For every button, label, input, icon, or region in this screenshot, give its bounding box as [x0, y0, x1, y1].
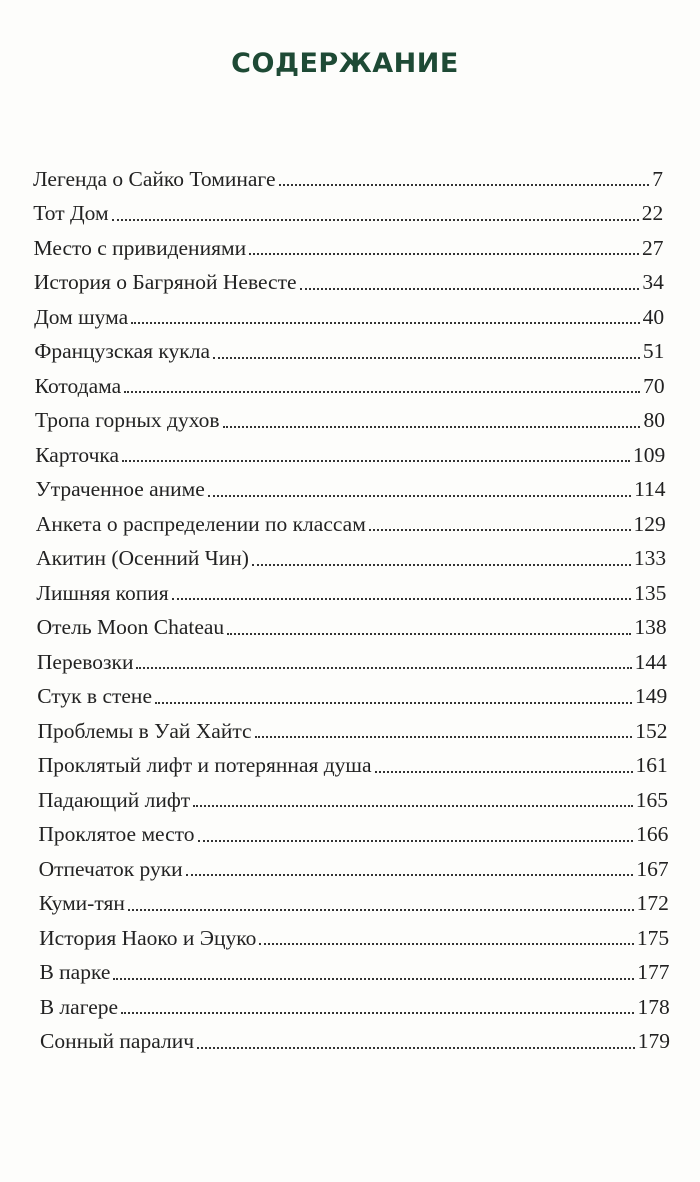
toc-entry-title: Сонный паралич: [40, 1029, 195, 1053]
dot-leader: [172, 598, 631, 600]
dot-leader: [113, 978, 634, 980]
dot-leader: [255, 736, 633, 738]
toc-entry-title: Место с привидениями: [33, 235, 247, 260]
dot-leader: [300, 288, 640, 290]
toc-entry: [34, 333, 664, 363]
toc-entry: [37, 643, 667, 673]
dot-leader: [208, 495, 631, 497]
toc-entry: [35, 402, 665, 432]
toc-entry-page-number: 179: [637, 1029, 670, 1053]
toc-entry-page-number: 138: [634, 615, 667, 639]
toc-entry: [38, 747, 668, 777]
toc-entry: [39, 885, 669, 915]
toc-entry-page-number: 166: [636, 822, 669, 846]
toc-entry-title: Котодама: [34, 373, 122, 398]
toc-entry-title: Легенда о Сайко Томинаге: [33, 166, 276, 191]
toc-entry-page-number: 165: [635, 787, 669, 812]
toc-entry: [37, 678, 667, 708]
dot-leader: [197, 1047, 635, 1049]
toc-entry: [35, 367, 665, 397]
toc-entry-title: В лагере: [39, 994, 119, 1019]
toc-entry-page-number: 80: [643, 408, 665, 432]
dot-leader: [193, 805, 633, 807]
page-title: СОДЕРЖАНИЕ: [231, 48, 459, 79]
toc-entry: [36, 505, 666, 535]
dot-leader: [279, 184, 650, 186]
dot-leader: [369, 529, 631, 531]
toc-entry-title: Проклятый лифт и потерянная душа: [37, 753, 372, 777]
toc-entry: [35, 436, 665, 466]
dot-leader: [155, 702, 632, 704]
dot-leader: [259, 943, 634, 945]
toc-entry-page-number: 70: [643, 373, 665, 398]
toc-entry-page-number: 177: [637, 960, 670, 984]
toc-entry-page-number: 175: [636, 925, 670, 950]
toc-entry-title: Отпечаток руки: [38, 856, 183, 881]
toc-entry-page-number: 129: [633, 511, 666, 536]
dot-leader: [252, 564, 631, 566]
toc-entry-page-number: 161: [635, 753, 668, 777]
toc-entry-title: Падающий лифт: [38, 787, 191, 812]
toc-entry-title: Карточка: [35, 442, 120, 467]
dot-leader: [128, 909, 634, 911]
toc-entry-page-number: 22: [641, 201, 664, 225]
toc-entry-page-number: 178: [637, 994, 670, 1019]
dot-leader: [112, 219, 639, 221]
toc-entry: [39, 850, 669, 880]
dot-leader: [131, 322, 639, 324]
toc-entry-page-number: 27: [642, 235, 664, 260]
toc-entry-title: Стук в стене: [37, 684, 152, 708]
toc-entry-page-number: 7: [652, 166, 663, 191]
toc-entry: [34, 229, 664, 259]
toc-entry: [39, 919, 669, 949]
toc-entry-title: Анкета о распределении по классам: [35, 511, 366, 536]
toc-entry-page-number: 34: [642, 270, 664, 294]
toc-entry: [40, 988, 670, 1018]
toc-entry-title: Французская кукла: [34, 339, 211, 363]
dot-leader: [375, 771, 633, 773]
toc-entry-title: Проблемы в Уай Хайтс: [37, 718, 252, 743]
toc-entry-title: Лишняя копия: [36, 580, 169, 605]
toc-entry-page-number: 152: [635, 718, 668, 743]
toc-entry: [36, 471, 666, 501]
dot-leader: [122, 460, 630, 462]
toc-entry-page-number: 114: [634, 477, 666, 501]
toc-entry-page-number: 167: [636, 856, 669, 881]
toc-entry-title: Акитин (Осенний Чин): [36, 546, 249, 570]
toc-entry-page-number: 172: [636, 891, 669, 915]
toc-entry-page-number: 133: [633, 546, 667, 570]
dot-leader: [227, 633, 631, 635]
toc-entry-page-number: 144: [634, 649, 667, 674]
toc-entry: [36, 540, 666, 570]
toc-entry: [40, 1023, 670, 1053]
dot-leader: [213, 357, 640, 359]
toc-entry-title: Отель Moon Chateau: [36, 615, 225, 639]
toc-entry-title: История Наоко и Эцуко: [39, 925, 257, 950]
toc-entry-title: Перевозки: [36, 649, 134, 674]
toc-entry: [33, 195, 663, 225]
dot-leader: [121, 1012, 634, 1014]
toc-entry-title: Тот Дом: [33, 201, 109, 225]
toc-entry: [38, 816, 668, 846]
dot-leader: [186, 874, 634, 876]
toc-entry: [33, 160, 663, 190]
dot-leader: [198, 840, 634, 842]
toc-entry-title: В парке: [39, 960, 111, 984]
toc-entry-page-number: 109: [632, 442, 666, 467]
dot-leader: [249, 253, 639, 255]
dot-leader: [136, 667, 631, 669]
toc-entry: [37, 712, 667, 742]
toc-entry-title: Утраченное аниме: [35, 477, 205, 501]
dot-leader: [124, 391, 640, 393]
toc-entry: [38, 781, 668, 811]
toc-entry-page-number: 135: [634, 580, 667, 605]
toc-entry-page-number: 51: [642, 339, 665, 363]
toc-entry-page-number: 149: [634, 684, 668, 708]
dot-leader: [223, 426, 641, 428]
toc-entry-title: Дом шума: [34, 304, 129, 329]
toc-entry: [36, 574, 666, 604]
toc-entry: [39, 954, 669, 984]
toc-entry: [37, 609, 667, 639]
toc-entry-title: Куми-тян: [38, 891, 125, 915]
toc-entry: [34, 264, 664, 294]
toc-entry-title: Тропа горных духов: [34, 408, 220, 432]
toc-entry-title: История о Багряной Невесте: [33, 270, 297, 294]
toc-entry-title: Проклятое место: [38, 822, 195, 846]
toc-entry-page-number: 40: [642, 304, 665, 329]
toc-entry: [34, 298, 664, 328]
